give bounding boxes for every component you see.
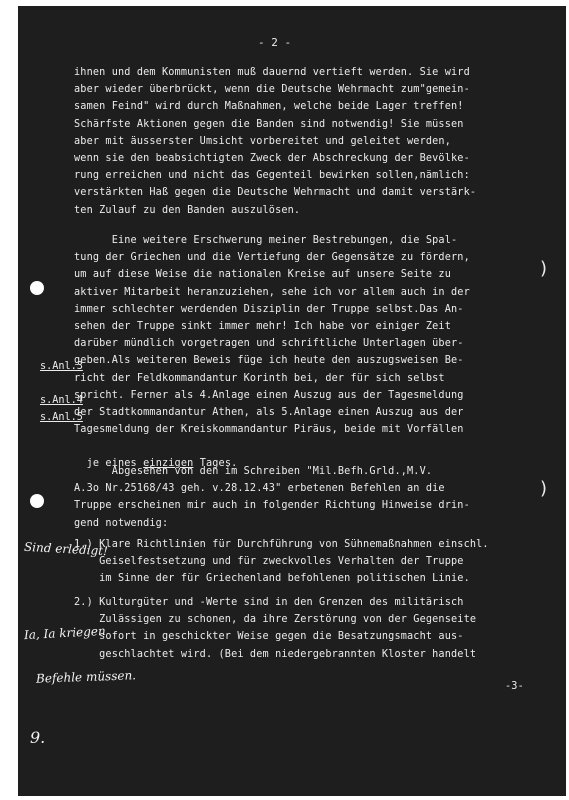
text-line: geben.Als weiteren Beweis füge ich heute den auszugsweisen Be-	[74, 355, 464, 367]
text-line: aber mit äusserster Umsicht vorbereitet und geleitet werden,	[74, 135, 452, 147]
emphasis-einzigen: einzigen	[143, 458, 194, 470]
paragraph-1	[74, 64, 476, 219]
text-line: wenn sie den beabsichtigten Zweck der Abschreckung der Bevölke-	[74, 153, 470, 165]
text-line: aber wieder überbrückt, wenn die Deutsche Wehrmacht zum"gemein-	[74, 84, 470, 96]
text-line: Zulässigen zu schonen, da ihre Zerstörung von der Gegenseite	[74, 614, 477, 626]
text-run: Tages.	[193, 458, 238, 470]
text-line: Tagesmeldung der Kreiskommandantur Piräus, beide mit Vorfällen	[74, 424, 464, 436]
punch-hole-upper	[30, 281, 44, 295]
text-line: Schärfste Aktionen gegen die Banden sind notwendig! Sie müssen	[74, 118, 464, 130]
text-line: 1.) Klare Richtlinien für Durchführung von Sühnemaßnahmen einschl.	[74, 539, 489, 550]
margin-ref-anlage-4: s.Anl.4	[40, 395, 83, 406]
paragraph-2	[74, 232, 470, 438]
text-line: samen Feind" wird durch Maßnahmen, welche beide Lager treffen!	[74, 101, 464, 113]
continuation-mark: -3-	[505, 681, 524, 692]
handwritten-note-befehle: Ia, Ia kriegen	[23, 623, 107, 643]
text-line: verstärkten Haß gegen die Deutsche Wehrmacht und damit verstärk-	[74, 187, 477, 199]
margin-bracket-mark: )	[540, 478, 548, 499]
margin-ref-anlage-3: s.Anl.3	[40, 361, 83, 372]
text-line: um auf diese Weise die nationalen Kreise auf unsere Seite zu	[74, 269, 452, 281]
text-line: der Stadtkommandantur Athen, als 5.Anlage einen Auszug aus der	[74, 407, 464, 419]
text-line: ten Zulauf zu den Banden auszulösen.	[74, 204, 301, 216]
handwritten-page-number: 9.	[30, 728, 46, 747]
paragraph-3	[74, 463, 470, 532]
text-line: sehen der Truppe sinkt immer mehr! Ich habe vor einiger Zeit	[74, 321, 452, 333]
handwritten-note-befehle-2: Befehle müssen.	[35, 668, 137, 686]
margin-bracket-mark: )	[540, 258, 548, 279]
text-line: ihnen und dem Kommunisten muß dauernd vertieft werden. Sie wird	[74, 67, 470, 78]
text-line: richt der Feldkommandantur Korinth bei, der für sich selbst	[74, 372, 445, 384]
text-line: Eine weitere Erschwerung meiner Bestrebungen, die Spal-	[74, 235, 458, 246]
text-line: Geiselfestsetzung und für zweckvolles Verhalten der Truppe	[74, 556, 464, 568]
text-line: immer schlechter werdenden Disziplin der Truppe selbst.Das An-	[74, 303, 464, 315]
text-line: im Sinne der für Griechenland befohlenen politischen Linie.	[74, 573, 470, 585]
text-run: je eines	[86, 458, 144, 470]
text-line: Abgesehen von den im Schreiben "Mil.Befh.Grld.,M.V.	[74, 466, 433, 477]
text-line: geschlachtet wird. (Bei dem niedergebrannten Kloster handelt	[74, 648, 477, 660]
text-line: sofort in geschickter Weise gegen die Besatzungsmacht aus-	[74, 631, 464, 643]
list-item-1	[74, 536, 489, 588]
text-line: aktiver Mitarbeit heranzuziehen, sehe ich vor allem auch in der	[74, 286, 470, 298]
punch-hole-lower	[30, 494, 44, 508]
margin-ref-anlage-5: s.Anl.5	[40, 412, 83, 423]
text-line: 2.) Kulturgüter und -Werte sind in den Grenzen des militärisch	[74, 597, 464, 608]
text-line: darüber mündlich vorgetragen und schriftliche Unterlagen über-	[74, 338, 464, 350]
page-number: - 2 -	[258, 36, 292, 49]
text-line: tung der Griechen und die Vertiefung der Gegensätze zu fördern,	[74, 252, 470, 264]
text-line: spricht. Ferner als 4.Anlage einen Auszug aus der Tagesmeldung	[74, 389, 464, 401]
list-item-2	[74, 594, 476, 663]
handwritten-note-sind-erledigt: Sind erledigt!	[23, 539, 109, 559]
text-line: gend notwendig:	[74, 517, 169, 529]
text-line: Truppe erscheinen mir auch in folgender Richtung Hinweise drin-	[74, 500, 470, 512]
text-line: rung erreichen und nicht das Gegenteil bewirken sollen,nämlich:	[74, 170, 470, 182]
text-line: A.3o Nr.25168/43 geh. v.28.12.43" erbetenen Befehlen an die	[74, 483, 445, 495]
